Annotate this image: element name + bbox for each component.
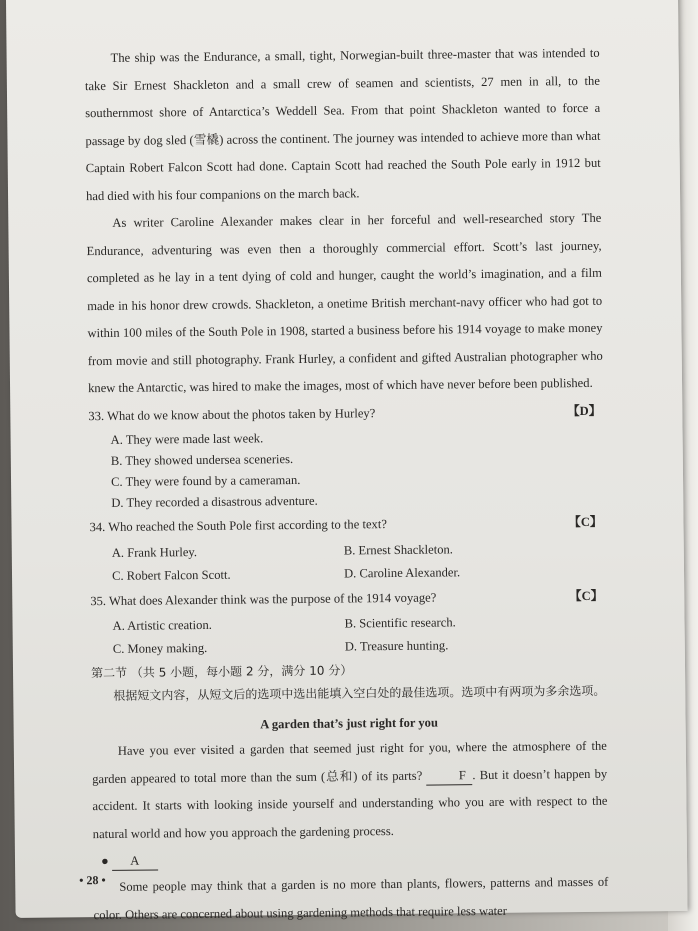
answer-mark: 【C】	[568, 514, 603, 530]
option: A. They were made last week.	[110, 431, 264, 447]
option: D. Treasure hunting.	[344, 638, 449, 654]
page-content	[84, 40, 608, 929]
option: A. Artistic creation.	[112, 617, 212, 633]
question-stem: 34. Who reached the South Pole first according to the text?	[89, 517, 387, 535]
answer-blank: A	[112, 851, 158, 870]
option: B. They showed undersea sceneries.	[110, 452, 294, 468]
section-heading: 第二节 （共 5 小题，每小题 2 分，满分 10 分）	[90, 663, 353, 681]
question-35	[90, 582, 606, 661]
option: C. Robert Falcon Scott.	[111, 567, 231, 583]
bullet-icon: ●	[100, 853, 109, 869]
answer-mark: 【D】	[566, 403, 602, 418]
passage2-para2: Some people may think that a garden is no more than plants, flowers, patterns and masses of color. Others are concerned about using gardening methods that require less water	[93, 874, 609, 922]
passage1-para2: As writer Caroline Alexander makes clear in her forceful and well-researched story The Endurance, adventuring was even then a thoroughly commercial effort. Scott’s last journey, completed as he lay in a tent dying of cold and hunger, caught the world’s imagination, and a film made in his honor drew crowds. Shackleton, a onetime British merchant-navy officer who had got to within 100 miles of the South Pole in 1908, started a business before his 1914 voyage to make money from movie and still photography. Frank Hurley, a confident and gifted Australian photographer who knew the Antarctic, was hired to make the images, most of which have never before been published.	[86, 210, 603, 396]
passage2-title: A garden that’s just right for you	[260, 715, 439, 732]
option: A. Frank Hurley.	[111, 544, 198, 560]
book-page	[6, 0, 688, 922]
passage1-para1: The ship was the Endurance, a small, tight, Norwegian-built three-master that was intended to take Sir Ernest Shackleton and a small crew of seamen and scientists, 27 men in all, to the southernmost shore of Antarctica’s Weddell Sea. From that point Shackleton wanted to force a passage by dog sled (雪橇) across the continent. The journey was intended to achieve more than what Captain Robert Falcon Scott had done. Captain Scott had reached the South Pole early in 1912 but had died with his four companions on the march back.	[84, 45, 601, 203]
text-segment: . But it doesn’t happen by accident. It starts with looking inside yourself and understanding who you are with respect to the natural world and how you approach the gardening process.	[92, 766, 608, 841]
question-stem: 35. What does Alexander think was the purpose of the 1914 voyage?	[90, 590, 437, 608]
answer-blank: F	[426, 766, 472, 785]
option: C. They were found by a cameraman.	[110, 472, 301, 489]
option: D. They recorded a disastrous adventure.	[111, 493, 318, 510]
page-number: • 28 •	[79, 873, 106, 888]
section-instruction: 根据短文内容，从短文后的选项中选出能填入空白处的最佳选项。选项中有两项为多余选项。	[113, 683, 606, 703]
option: B. Ernest Shackleton.	[343, 541, 453, 557]
question-33	[88, 397, 604, 514]
passage2-para1	[92, 733, 608, 848]
question-stem: 33. What do we know about the photos taken by Hurley?	[88, 405, 376, 423]
option: D. Caroline Alexander.	[343, 564, 461, 580]
text-segment: Have you ever visited a garden that seemed just right for you, where the atmosphere of the garden appeared to total more than the sum (总和) of its parts?	[92, 738, 607, 786]
option: B. Scientific research.	[344, 615, 456, 631]
question-34	[89, 509, 605, 588]
option: C. Money making.	[112, 640, 208, 656]
answer-mark: 【C】	[568, 588, 604, 603]
